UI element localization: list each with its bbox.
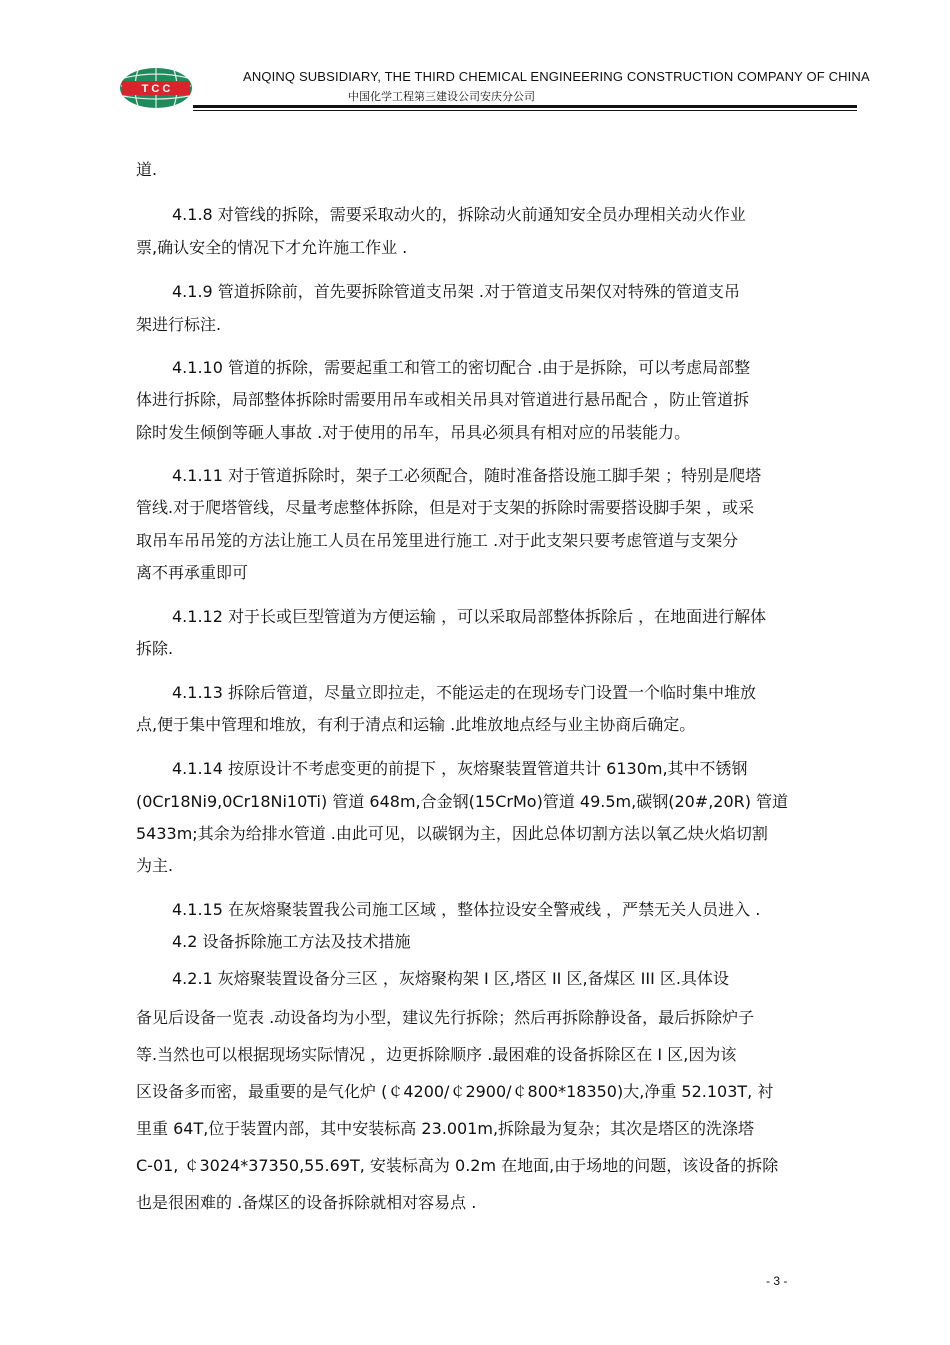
company-name-en: ANQINQ SUBSIDIARY, THE THIRD CHEMICAL ENGINEERING CONSTRUCTION COMPANY OF CHINA: [243, 69, 870, 84]
body-line: 5433m;其余为给排水管道 .由此可见，以碳钢为主，因此总体切割方法以氧乙炔火焰切割: [136, 824, 768, 843]
header-rule-thin: [193, 110, 857, 111]
body-line: 架进行标注.: [136, 315, 222, 334]
body-line: 4.2.1 灰熔聚装置设备分三区 ，灰熔聚构架 I 区,塔区 II 区,备煤区 III 区.具体设: [172, 969, 729, 988]
body-line: 管线.对于爬塔管线，尽量考虑整体拆除，但是对于支架的拆除时需要搭设脚手架 ，或采: [136, 498, 755, 517]
body-line: 除时发生倾倒等砸人事故 .对于使用的吊车，吊具必须具有相对应的吊装能力。: [136, 423, 691, 442]
tcc-logo: [118, 66, 194, 110]
body-line: 4.1.10 管道的拆除，需要起重工和管工的密切配合 .由于是拆除，可以考虑局部整: [172, 358, 751, 377]
body-line: 拆除.: [136, 639, 174, 658]
body-line: 票,确认安全的情况下才允许施工作业 .: [136, 238, 408, 257]
body-line: (0Cr18Ni9,0Cr18Ni10Ti) 管道 648m,合金钢(15CrMo)管道 49.5m,碳钢(20#,20R) 管道: [136, 792, 789, 811]
section-heading: 4.2 设备拆除施工方法及技术措施: [172, 932, 411, 951]
body-line: 也是很困难的 .备煤区的设备拆除就相对容易点 .: [136, 1193, 477, 1212]
body-line: 4.1.11 对于管道拆除时，架子工必须配合，随时准备搭设施工脚手架 ；特别是爬塔: [172, 466, 762, 485]
body-line: 4.1.8 对管线的拆除，需要采取动火的，拆除动火前通知安全员办理相关动火作业: [172, 205, 746, 224]
body-line: 4.1.12 对于长或巨型管道为方便运输 ，可以采取局部整体拆除后 ，在地面进行解体: [172, 607, 767, 626]
body-line: 等.当然也可以根据现场实际情况 ，边更拆除顺序 .最困难的设备拆除区在 I 区,因为该: [136, 1045, 737, 1064]
body-line: C-01, ￠3024*37350,55.69T, 安装标高为 0.2m 在地面,由于场地的问题，该设备的拆除: [136, 1156, 779, 1175]
header-rule-thick: [193, 105, 857, 108]
logo-text: T C C: [141, 83, 171, 95]
body-line: 4.1.13 拆除后管道，尽量立即拉走，不能运走的在现场专门设置一个临时集中堆放: [172, 683, 756, 702]
body-line: 为主.: [136, 856, 174, 875]
body-line: 4.1.14 按原设计不考虑变更的前提下 ，灰熔聚装置管道共计 6130m,其中不锈钢: [172, 759, 748, 778]
body-line: 离不再承重即可: [136, 563, 249, 582]
body-line: 4.1.9 管道拆除前，首先要拆除管道支吊架 .对于管道支吊架仅对特殊的管道支吊: [172, 282, 740, 301]
body-line: 点,便于集中管理和堆放，有利于清点和运输 .此堆放地点经与业主协商后确定。: [136, 715, 696, 734]
body-line: 取吊车吊吊笼的方法让施工人员在吊笼里进行施工 .对于此支架只要考虑管道与支架分: [136, 531, 739, 550]
body-line: 备见后设备一览表 .动设备均为小型，建议先行拆除；然后再拆除静设备，最后拆除炉子: [136, 1008, 755, 1027]
company-name-cn: 中国化学工程第三建设公司安庆分公司: [348, 90, 535, 103]
page-number: - 3 -: [766, 1274, 788, 1288]
body-line: 4.1.15 在灰熔聚装置我公司施工区域 ，整体拉设安全警戒线 ，严禁无关人员进入 .: [172, 900, 761, 919]
body-line: 体进行拆除，局部整体拆除时需要用吊车或相关吊具对管道进行悬吊配合 ，防止管道拆: [136, 390, 750, 409]
body-line: 区设备多而密，最重要的是气化炉 (￠4200/￠2900/￠800*18350)大,净重 52.103T, 衬: [136, 1082, 774, 1101]
body-line: 里重 64T,位于装置内部，其中安装标高 23.001m,拆除最为复杂；其次是塔区的洗涤塔: [136, 1119, 755, 1138]
body-line: 道.: [136, 160, 158, 179]
